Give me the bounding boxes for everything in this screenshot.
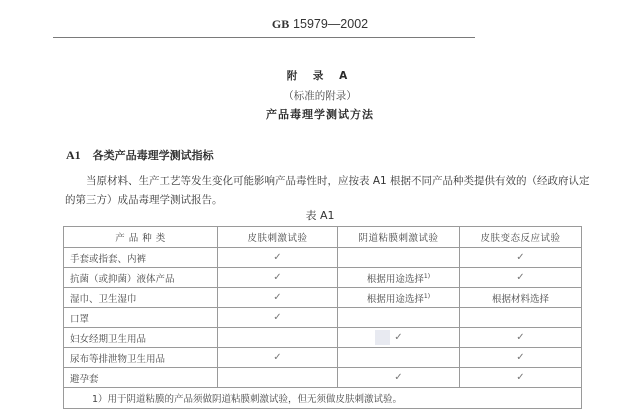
- table-row: [64, 248, 582, 268]
- standard-prefix: GB: [271, 17, 290, 31]
- product-cell: 湿巾、卫生湿巾: [64, 288, 218, 308]
- check-icon: ✓: [338, 328, 460, 348]
- check-icon: ✓: [218, 248, 338, 268]
- product-cell: 妇女经期卫生用品: [64, 328, 218, 348]
- product-cell: 避孕套: [64, 368, 218, 388]
- standard-number: 15979—2002: [293, 17, 369, 31]
- vaginal-mucosa-cell: [338, 268, 460, 288]
- toxicology-test-table: [63, 226, 582, 409]
- skin-allergy-cell: [460, 308, 582, 328]
- table-caption: 表 A1: [305, 209, 335, 222]
- vaginal-mucosa-cell: [338, 248, 460, 268]
- check-icon: ✓: [460, 368, 582, 388]
- selection-text: 根据用途选择: [366, 293, 424, 305]
- table-row: [64, 328, 582, 348]
- product-cell: 口罩: [64, 308, 218, 328]
- check-icon: ✓: [218, 348, 338, 368]
- appendix-subtitle: （标准的附录）: [283, 90, 357, 102]
- column-header-skin-allergy: 皮肤变态反应试验: [460, 227, 582, 248]
- check-icon: ✓: [460, 328, 582, 348]
- table-row: [64, 348, 582, 368]
- appendix-name: 产品毒理学测试方法: [266, 108, 374, 121]
- footnote-ref: 1): [423, 272, 431, 280]
- check-icon: ✓: [460, 348, 582, 368]
- product-cell: 手套或指套、内裤: [64, 248, 218, 268]
- appendix-title: 附 录 A: [286, 70, 354, 82]
- section-heading: [66, 147, 214, 163]
- vaginal-mucosa-cell: [338, 288, 460, 308]
- column-header-product: 产 品 种 类: [64, 227, 218, 248]
- table-footnote: 1）用于阴道粘膜的产品须做阴道粘膜刺激试验，但无须做皮肤刺激试验。: [64, 388, 582, 409]
- skin-allergy-cell: 根据材料选择: [460, 288, 582, 308]
- scan-artifact: [375, 330, 390, 345]
- column-header-skin-irritation: 皮肤刺激试验: [218, 227, 338, 248]
- column-header-vaginal-mucosa: 阴道粘膜刺激试验: [338, 227, 460, 248]
- header-rule: [53, 37, 475, 38]
- vaginal-mucosa-cell: [338, 308, 460, 328]
- table-row: [64, 308, 582, 328]
- table-row: [64, 288, 582, 308]
- check-icon: ✓: [218, 308, 338, 328]
- section-number: A1: [66, 148, 81, 162]
- table-row: [64, 268, 582, 288]
- section-title: 各类产品毒理学测试指标: [92, 149, 214, 162]
- table-row: [64, 368, 582, 388]
- table-footnote-row: [64, 388, 582, 409]
- skin-irritation-cell: [218, 368, 338, 388]
- section-paragraph: [65, 172, 595, 210]
- product-cell: 尿布等排泄物卫生用品: [64, 348, 218, 368]
- check-icon: ✓: [338, 368, 460, 388]
- vaginal-mucosa-cell: [338, 348, 460, 368]
- product-cell: 抗菌（或抑菌）液体产品: [64, 268, 218, 288]
- table-header-row: [64, 227, 582, 248]
- check-icon: ✓: [218, 268, 338, 288]
- check-icon: ✓: [218, 288, 338, 308]
- paragraph-text: 当原材料、生产工艺等发生变化可能影响产品毒性时，应按表 A1 根据不同产品种类提供有效的（经政府认定的第三方）成品毒理学测试报告。: [65, 175, 590, 206]
- check-icon: ✓: [460, 248, 582, 268]
- standard-code: [0, 17, 640, 32]
- footnote-ref: 1): [423, 292, 431, 300]
- selection-text: 根据用途选择: [366, 273, 424, 285]
- skin-irritation-cell: [218, 328, 338, 348]
- check-icon: ✓: [460, 268, 582, 288]
